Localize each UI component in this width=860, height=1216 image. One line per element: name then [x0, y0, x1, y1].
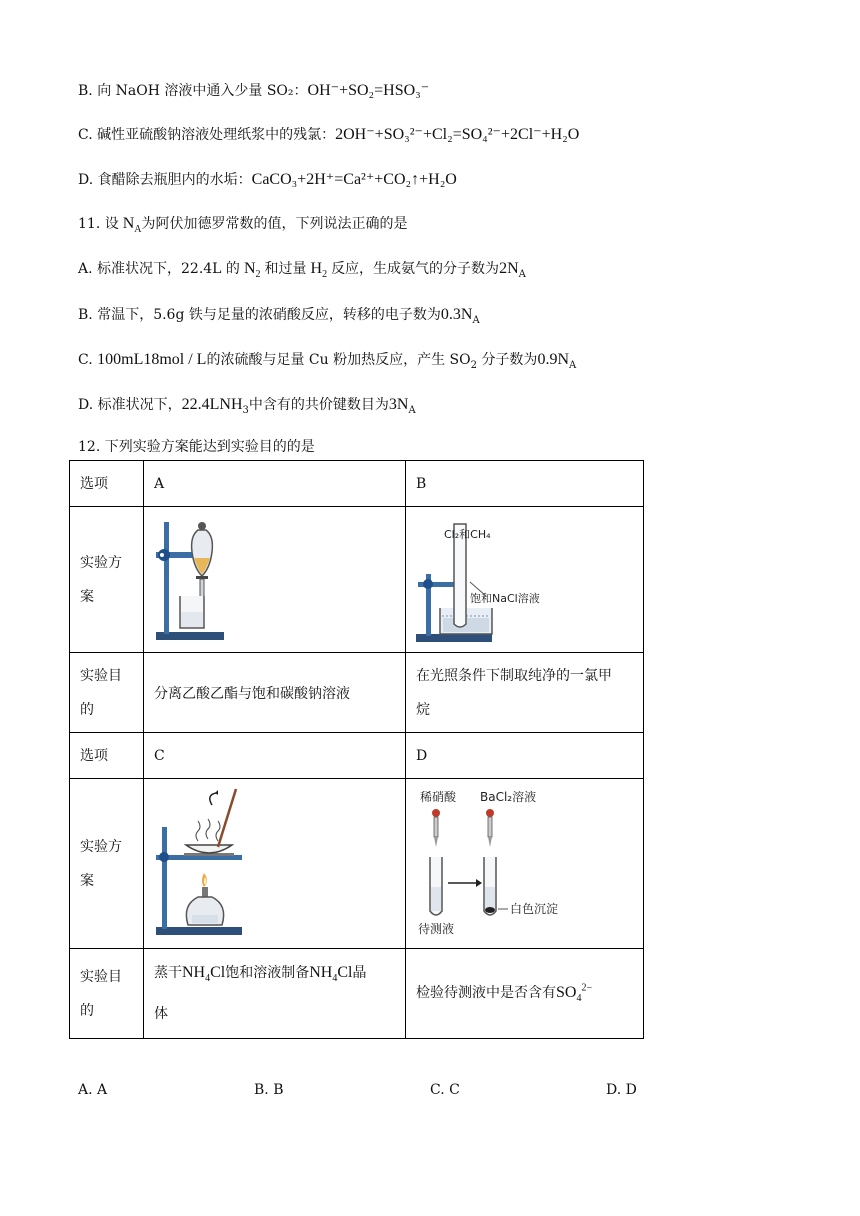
purpose-d: 检验待测液中是否含有$SO_4^{2-}$ — [406, 949, 644, 1039]
option-a: A — [144, 461, 406, 507]
option-d: D — [406, 733, 644, 779]
q11-option-a: A. 标准状况下，22.4L 的 $N_2$ 和过量 $H_2$ 反应，生成氨气的分子数为$2N_A$ — [78, 260, 526, 281]
label-option: 选项 — [70, 461, 144, 507]
label-scheme: 实验方 案 — [70, 507, 144, 653]
evaporating-dish-apparatus — [154, 787, 254, 937]
answer-c[interactable]: C. C — [430, 1082, 460, 1098]
fig-b-liquid-label: 饱和NaCl溶液 — [470, 591, 540, 605]
methane-chlorination-apparatus — [416, 514, 566, 642]
label-scheme-2: 实验方 案 — [70, 779, 144, 949]
fig-d-bacl2-label: BaCl₂溶液 — [480, 789, 537, 804]
figure-a-cell — [144, 507, 406, 653]
purpose-a: 分离乙酸乙酯与饱和碳酸钠溶液 — [144, 653, 406, 733]
label-purpose-2: 实验目 的 — [70, 949, 144, 1039]
answer-b[interactable]: B. B — [254, 1082, 284, 1098]
option-b: B — [406, 461, 644, 507]
fig-d-acid-label: 稀硝酸 — [420, 789, 457, 804]
separatory-funnel-apparatus — [154, 514, 234, 642]
figure-c-cell — [144, 779, 406, 949]
q12-table — [69, 460, 644, 1039]
q10-option-d: D. 食醋除去瓶胆内的水垢：CaCO₃+2H⁺=Ca²⁺+CO₂↑+H₂O — [78, 171, 457, 188]
label-option-2: 选项 — [70, 733, 144, 779]
fig-d-precip-label: 白色沉淀 — [510, 901, 559, 916]
fig-b-gas-label: Cl₂和CH₄ — [444, 527, 491, 541]
q11-option-c: C. 100mL18mol / L的浓硫酸与足量 Cu 粉加热反应，产生 $SO_2$ 分子数为$0.9N_A$ — [78, 351, 577, 371]
answer-d[interactable]: D. D — [606, 1082, 637, 1098]
q11-stem: 11. 设 $N_A$为阿伏加德罗常数的值，下列说法正确的是 — [78, 215, 408, 236]
q11-option-d: D. 标准状况下，$22.4LNH_3$中含有的共价键数目为$3N_A$ — [78, 396, 416, 416]
figure-b-cell — [406, 507, 644, 653]
answer-a[interactable]: A. A — [78, 1082, 108, 1098]
option-c: C — [144, 733, 406, 779]
purpose-c: 蒸干$NH_4Cl$饱和溶液制备$NH_4Cl$晶 体 — [144, 949, 406, 1039]
sulfate-test-apparatus — [416, 787, 576, 937]
q12-stem: 12. 下列实验方案能达到实验目的的是 — [78, 439, 315, 455]
purpose-b: 在光照条件下制取纯净的一氯甲 烷 — [406, 653, 644, 733]
label-purpose: 实验目 的 — [70, 653, 144, 733]
q10-option-b: B. 向 NaOH 溶液中通入少量 SO₂：OH⁻+SO₂=HSO₃⁻ — [78, 82, 430, 99]
q11-option-b: B. 常温下，5.6g 铁与足量的浓硝酸反应，转移的电子数为$0.3N_A$ — [78, 306, 480, 326]
q10-option-c: C. 碱性亚硫酸钠溶液处理纸浆中的残氯：2OH⁻+SO₃²⁻+Cl₂=SO₄²⁻+2Cl⁻+H₂O — [78, 126, 580, 143]
fig-d-sample-label: 待测液 — [418, 921, 455, 936]
figure-d-cell — [406, 779, 644, 949]
